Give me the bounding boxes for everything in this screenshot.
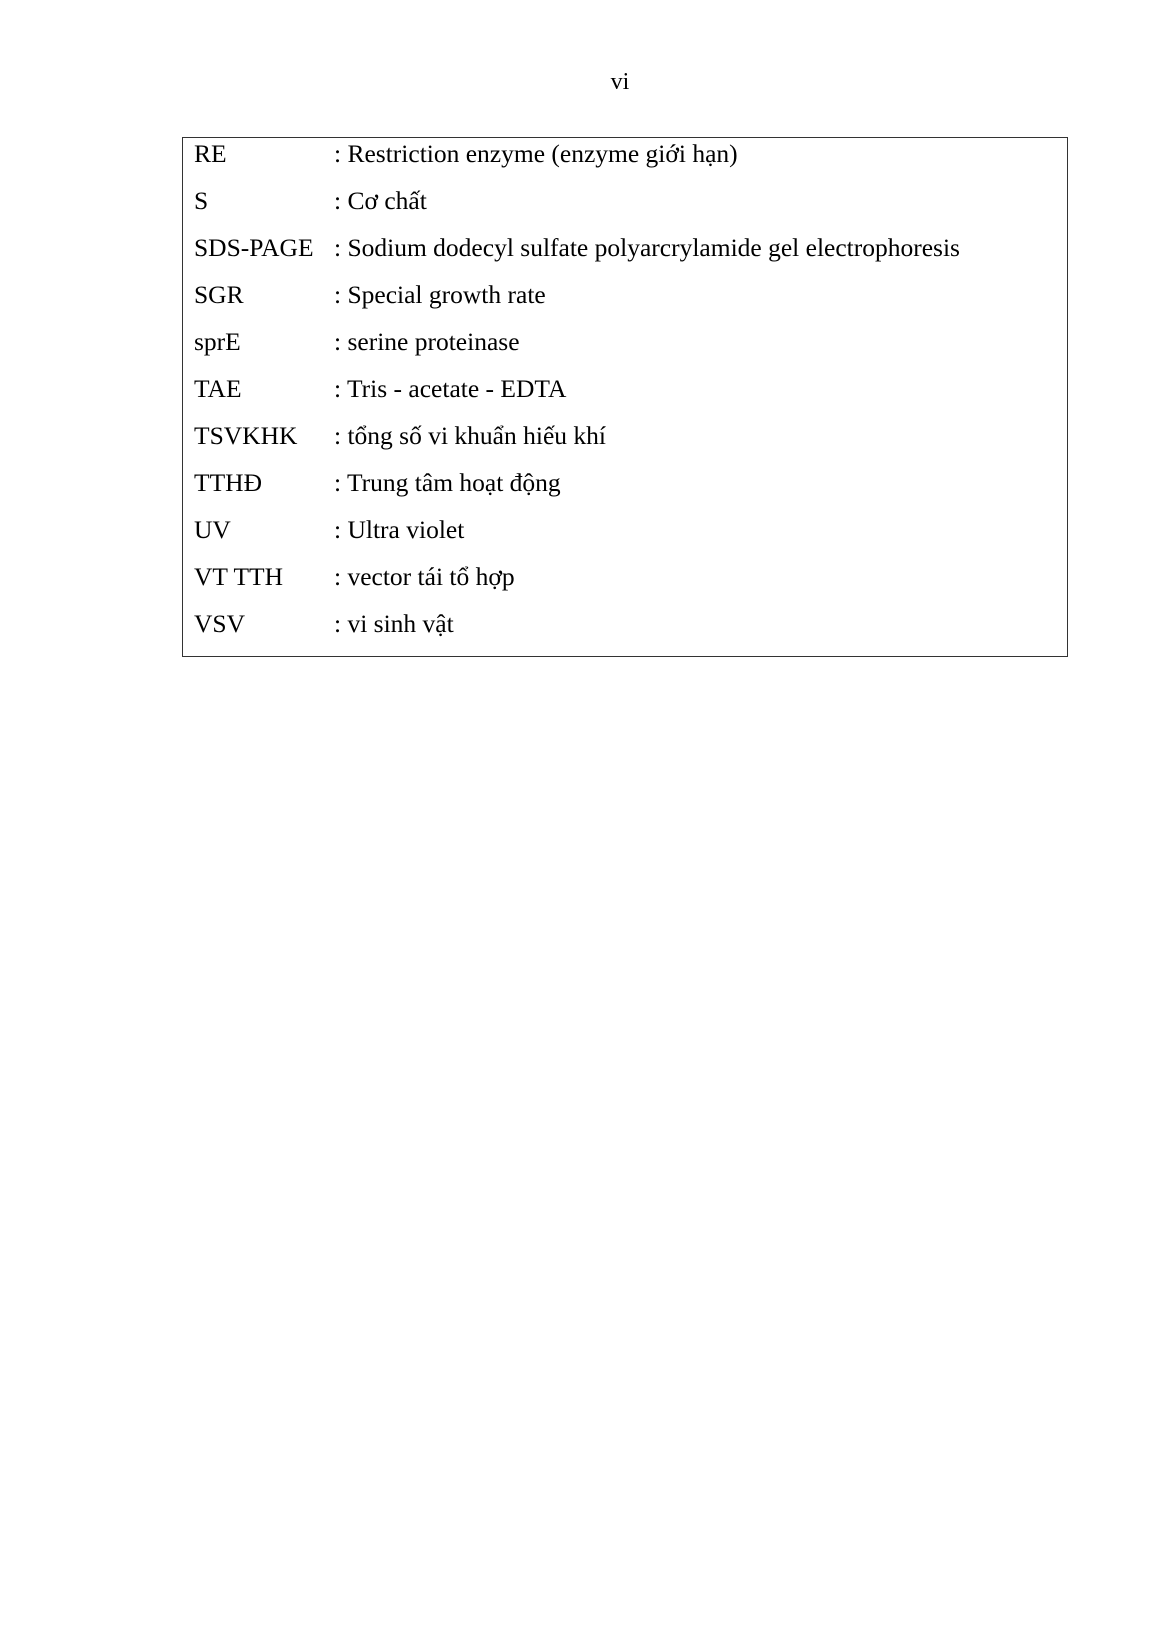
abbreviation-term: VSV [194,609,246,638]
abbreviation-definition: : vi sinh vật [334,609,454,638]
abbreviation-term: S [194,186,209,215]
abbreviation-term: TSVKHK [194,421,298,450]
abbreviation-definition: : Trung tâm hoạt động [334,468,561,497]
abbreviation-definition: : Sodium dodecyl sulfate polyarcrylamide gel electrophoresis [334,233,960,262]
abbreviation-definition: : serine proteinase [334,327,520,356]
abbreviation-term: RE [194,139,227,168]
abbreviation-definition: : Restriction enzyme (enzyme giới hạn) [334,139,738,168]
abbreviation-term: SDS-PAGE [194,233,314,262]
abbreviation-definition: : vector tái tổ hợp [334,562,515,591]
abbreviation-term: SGR [194,280,244,309]
abbreviation-term: TAE [194,374,242,403]
abbreviation-definition: : Ultra violet [334,515,465,544]
abbreviation-term: sprE [194,327,241,356]
abbreviation-definition: : Tris - acetate - EDTA [334,374,567,403]
abbreviation-term: TTHĐ [194,468,262,497]
abbreviation-term: UV [194,515,231,544]
abbreviation-term: VT TTH [194,562,284,591]
abbreviation-definition: : Cơ chất [334,186,427,215]
abbreviation-definition: : tổng số vi khuẩn hiếu khí [334,421,606,450]
page-number: vi [610,69,630,95]
abbreviation-list [182,137,1068,657]
abbreviation-definition: : Special growth rate [334,280,546,309]
